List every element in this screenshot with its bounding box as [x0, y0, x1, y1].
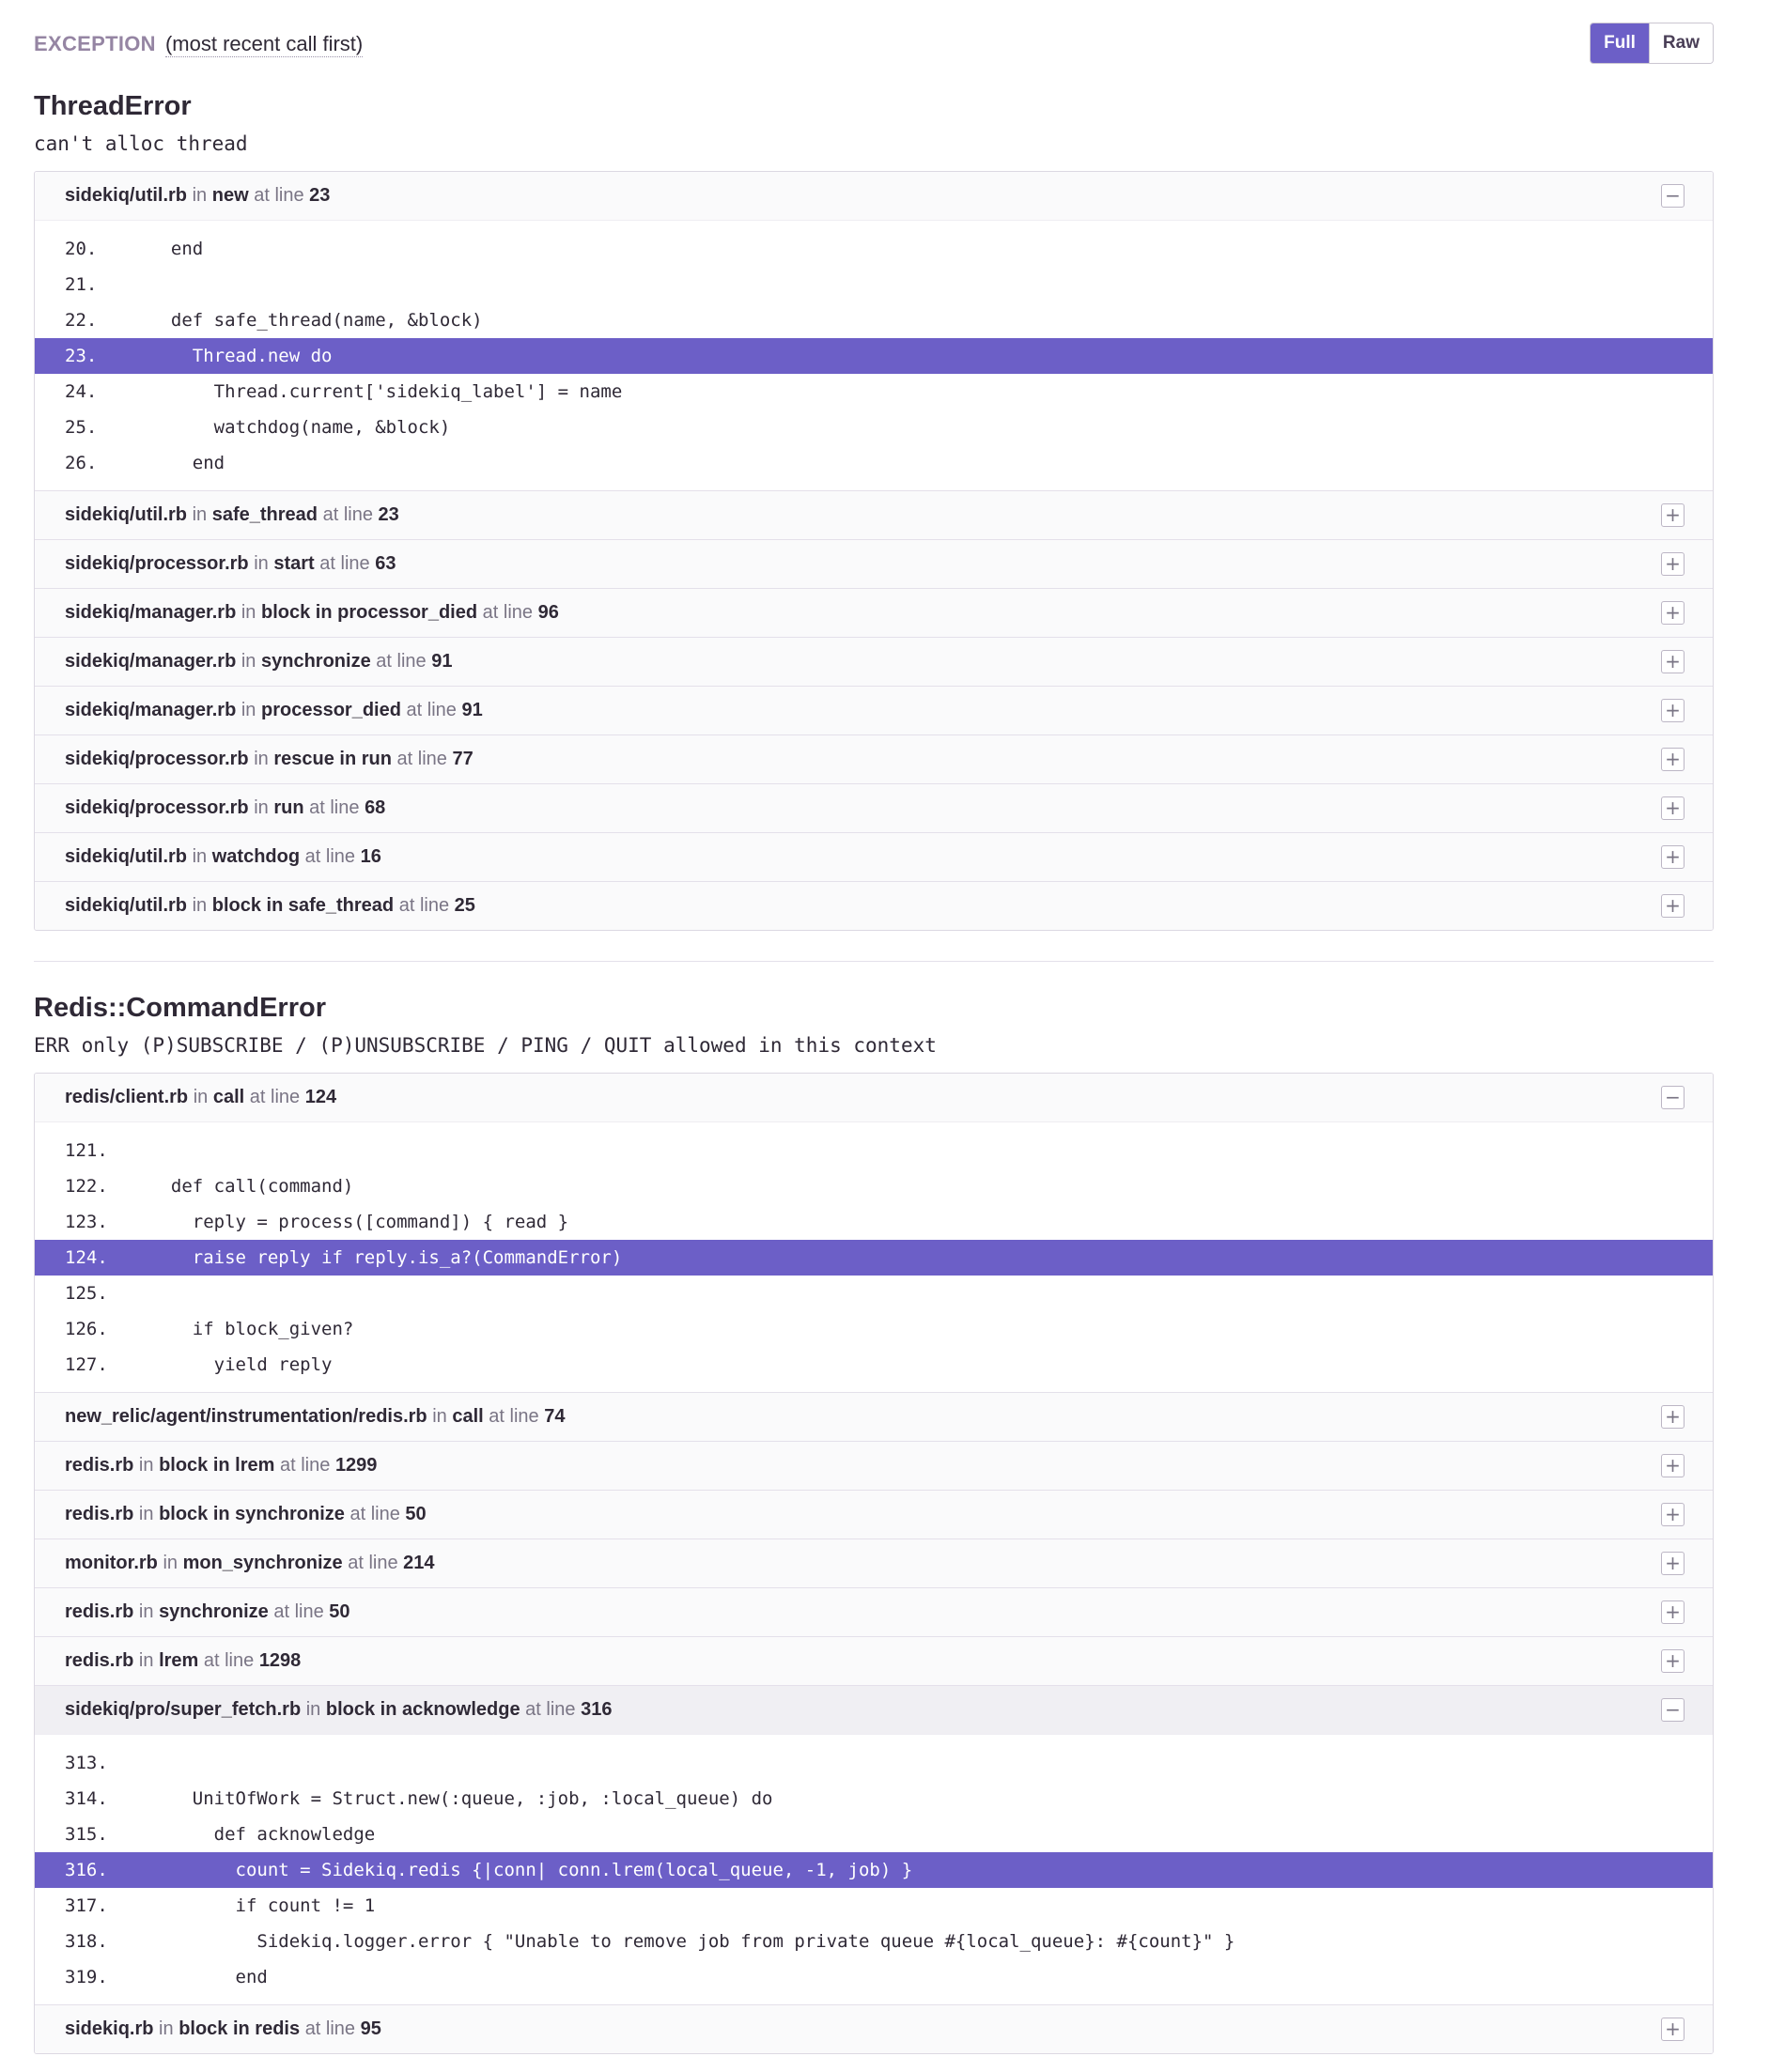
stack-frame: [35, 1392, 1713, 1441]
exception-message: can't alloc thread: [34, 132, 248, 155]
frame-filename: sidekiq/manager.rb: [65, 651, 237, 672]
stack-frame: [35, 1587, 1713, 1636]
frame-in-label: in: [432, 1406, 447, 1427]
exception-type: Redis::CommandError: [34, 993, 326, 1023]
line-source: raise reply if reply.is_a?(CommandError): [149, 1247, 623, 1268]
expand-icon[interactable]: +: [1661, 1454, 1685, 1477]
code-line: [35, 374, 1713, 410]
raw-button[interactable]: Raw: [1649, 23, 1713, 63]
exception-type: ThreadError: [34, 91, 192, 121]
frame-filename: redis/client.rb: [65, 1087, 189, 1107]
exception-separator: [34, 961, 1714, 962]
frame-in-label: in: [138, 1504, 154, 1524]
frame-filename: sidekiq/util.rb: [65, 504, 188, 525]
view-toggle: [1590, 23, 1714, 64]
line-source: end: [149, 453, 225, 473]
code-line: [35, 302, 1713, 338]
line-number: 127.: [65, 1354, 108, 1375]
frame-function: block in synchronize: [159, 1504, 345, 1524]
line-number: 314.: [65, 1788, 108, 1809]
frame-filename: new_relic/agent/instrumentation/redis.rb: [65, 1406, 427, 1427]
frame-filename: sidekiq/processor.rb: [65, 797, 249, 818]
frame-in-label: in: [241, 700, 256, 720]
frame-in-label: in: [159, 2018, 174, 2039]
highlighted-code-line: [35, 1240, 1713, 1276]
stack-frame: [35, 637, 1713, 686]
call-order-label[interactable]: (most recent call first): [164, 32, 364, 55]
line-number: 313.: [65, 1753, 108, 1773]
line-number: 319.: [65, 1967, 108, 1987]
stack-frame: [35, 1441, 1713, 1490]
frame-in-label: in: [163, 1553, 179, 1573]
frame-line-number: 74: [544, 1406, 566, 1427]
code-line: [35, 1781, 1713, 1817]
line-source: if block_given?: [149, 1319, 354, 1339]
frame-function: synchronize: [261, 651, 371, 672]
stack-frame: [35, 832, 1713, 881]
line-number: 123.: [65, 1212, 108, 1232]
line-number: 25.: [65, 417, 98, 438]
frame-in-label: in: [138, 1650, 154, 1671]
frame-filename: sidekiq/util.rb: [65, 185, 188, 206]
line-number: 122.: [65, 1176, 108, 1197]
code-line: [35, 410, 1713, 445]
line-number: 124.: [65, 1247, 108, 1268]
frame-at-line-label: at line: [254, 185, 304, 206]
expand-icon[interactable]: +: [1661, 796, 1685, 820]
frame-in-label: in: [241, 651, 256, 672]
frame-line-number: 63: [375, 553, 396, 574]
frame-function: block in processor_died: [261, 602, 478, 623]
frame-line-number: 16: [360, 846, 381, 867]
frame-line-number: 316: [581, 1699, 613, 1720]
frame-header[interactable]: [35, 1539, 1713, 1587]
stack-frame: [35, 2004, 1713, 2053]
frame-filename: redis.rb: [65, 1504, 134, 1524]
frame-function: block in safe_thread: [211, 895, 395, 916]
stack-frame: [35, 490, 1713, 539]
frame-at-line-label: at line: [249, 1087, 301, 1107]
line-source: [119, 1276, 149, 1311]
frame-in-label: in: [192, 504, 208, 525]
stack-frame: [35, 1685, 1713, 2004]
expand-icon[interactable]: +: [1661, 2018, 1685, 2041]
line-source: [119, 1745, 149, 1781]
frame-filename: sidekiq/pro/super_fetch.rb: [65, 1699, 302, 1720]
frame-in-label: in: [192, 185, 208, 206]
stack-frame: [35, 686, 1713, 734]
frame-header[interactable]: [35, 491, 1713, 539]
frame-header[interactable]: [35, 589, 1713, 637]
frame-in-label: in: [305, 1699, 321, 1720]
frame-function: processor_died: [261, 700, 401, 720]
frame-at-line-label: at line: [304, 2018, 356, 2039]
frame-header[interactable]: [35, 1074, 1713, 1121]
frame-at-line-label: at line: [525, 1699, 576, 1720]
exception-block: [34, 992, 1714, 2054]
line-number: 26.: [65, 453, 98, 473]
code-context: [35, 220, 1713, 490]
line-source: if count != 1: [149, 1895, 376, 1916]
code-context: [35, 1734, 1713, 2004]
frame-line-number: 95: [360, 2018, 381, 2039]
frame-function: safe_thread: [211, 504, 318, 525]
frame-filename: sidekiq/processor.rb: [65, 749, 249, 769]
frame-at-line-label: at line: [273, 1601, 324, 1622]
stack-frame: [35, 734, 1713, 783]
line-source: yield reply: [149, 1354, 333, 1375]
frame-in-label: in: [193, 1087, 209, 1107]
code-line: [35, 1745, 1713, 1781]
frame-function: rescue in run: [273, 749, 392, 769]
stack-frame: [35, 1074, 1713, 1392]
line-source: def call(command): [149, 1176, 354, 1197]
frame-filename: sidekiq/util.rb: [65, 895, 188, 916]
expand-icon[interactable]: +: [1661, 503, 1685, 527]
line-number: 318.: [65, 1931, 108, 1952]
code-line: [35, 1311, 1713, 1347]
frame-at-line-label: at line: [280, 1455, 331, 1476]
code-line: [35, 1959, 1713, 1995]
frame-function: new: [211, 185, 249, 206]
code-context: [35, 1121, 1713, 1392]
line-source: watchdog(name, &block): [149, 417, 451, 438]
frame-header[interactable]: [35, 1393, 1713, 1441]
frame-in-label: in: [192, 895, 208, 916]
line-number: 121.: [65, 1140, 108, 1161]
frame-at-line-label: at line: [489, 1406, 539, 1427]
frame-in-label: in: [254, 749, 269, 769]
frame-at-line-label: at line: [203, 1650, 255, 1671]
frame-line-number: 96: [537, 602, 559, 623]
frame-filename: sidekiq/manager.rb: [65, 700, 237, 720]
frame-filename: redis.rb: [65, 1601, 134, 1622]
expand-icon[interactable]: +: [1661, 1552, 1685, 1575]
frame-function: lrem: [159, 1650, 199, 1671]
line-number: 23.: [65, 346, 98, 366]
frame-at-line-label: at line: [482, 602, 534, 623]
stack-frame: [35, 539, 1713, 588]
frame-at-line-label: at line: [322, 504, 373, 525]
frame-filename: redis.rb: [65, 1455, 134, 1476]
frame-function: block in lrem: [159, 1455, 275, 1476]
code-line: [35, 445, 1713, 481]
frame-filename: monitor.rb: [65, 1553, 158, 1573]
code-line: [35, 1204, 1713, 1240]
stack-frame: [35, 1636, 1713, 1685]
stack-frame: [35, 1490, 1713, 1539]
frame-header[interactable]: [35, 540, 1713, 588]
frame-header[interactable]: [35, 1637, 1713, 1685]
expand-icon[interactable]: +: [1661, 650, 1685, 673]
collapse-icon[interactable]: −: [1661, 1698, 1685, 1722]
line-number: 21.: [65, 274, 98, 295]
frame-in-label: in: [192, 846, 208, 867]
frame-at-line-label: at line: [406, 700, 457, 720]
expand-icon[interactable]: +: [1661, 1600, 1685, 1624]
expand-icon[interactable]: +: [1661, 1405, 1685, 1429]
frame-in-label: in: [254, 553, 269, 574]
frame-header[interactable]: [35, 2005, 1713, 2053]
frame-line-number: 1298: [258, 1650, 302, 1671]
frame-function: start: [273, 553, 315, 574]
frame-header[interactable]: [35, 687, 1713, 734]
frame-line-number: 50: [329, 1601, 350, 1622]
expand-icon[interactable]: +: [1661, 845, 1685, 869]
frame-at-line-label: at line: [309, 797, 360, 818]
expand-icon[interactable]: +: [1661, 699, 1685, 722]
frame-filename: sidekiq/manager.rb: [65, 602, 237, 623]
line-number: 125.: [65, 1283, 108, 1304]
line-source: end: [149, 1967, 268, 1987]
frame-at-line-label: at line: [348, 1553, 398, 1573]
frame-function: block in redis: [179, 2018, 301, 2039]
stack-frame: [35, 783, 1713, 832]
code-line: [35, 1817, 1713, 1852]
expand-icon[interactable]: +: [1661, 1649, 1685, 1673]
line-number: 315.: [65, 1824, 108, 1845]
expand-icon[interactable]: +: [1661, 1503, 1685, 1526]
code-line: [35, 1924, 1713, 1959]
frame-header[interactable]: [35, 1686, 1713, 1734]
frame-function: synchronize: [159, 1601, 269, 1622]
frame-at-line-label: at line: [398, 895, 450, 916]
frame-header[interactable]: [35, 638, 1713, 686]
line-source: Thread.current['sidekiq_label'] = name: [149, 381, 623, 402]
collapse-icon[interactable]: −: [1661, 184, 1685, 208]
line-source: def acknowledge: [149, 1824, 376, 1845]
frame-function: mon_synchronize: [182, 1553, 343, 1573]
frame-line-number: 124: [304, 1087, 337, 1107]
expand-icon[interactable]: +: [1661, 601, 1685, 625]
frame-line-number: 68: [365, 797, 386, 818]
line-number: 126.: [65, 1319, 108, 1339]
line-source: reply = process([command]) { read }: [149, 1212, 569, 1232]
line-source: end: [149, 239, 204, 259]
frame-in-label: in: [138, 1455, 154, 1476]
frame-at-line-label: at line: [304, 846, 356, 867]
frame-filename: sidekiq/util.rb: [65, 846, 188, 867]
line-number: 22.: [65, 310, 98, 331]
frame-function: watchdog: [211, 846, 301, 867]
stack-frame: [35, 172, 1713, 490]
frame-header[interactable]: [35, 735, 1713, 783]
highlighted-code-line: [35, 338, 1713, 374]
line-number: 316.: [65, 1860, 108, 1880]
highlighted-code-line: [35, 1852, 1713, 1888]
frame-header[interactable]: [35, 172, 1713, 220]
header-title: [34, 32, 1736, 56]
line-number: 317.: [65, 1895, 108, 1916]
code-line: [35, 1168, 1713, 1204]
exceptions-list: [34, 90, 1736, 2054]
stack-frame: [35, 881, 1713, 930]
code-line: [35, 1888, 1713, 1924]
frame-at-line-label: at line: [376, 651, 427, 672]
frame-line-number: 214: [403, 1553, 435, 1573]
frame-function: call: [452, 1406, 484, 1427]
frame-header[interactable]: [35, 1442, 1713, 1490]
frame-filename: sidekiq.rb: [65, 2018, 154, 2039]
frame-at-line-label: at line: [319, 553, 370, 574]
frame-function: block in acknowledge: [325, 1699, 520, 1720]
stack-frame: [35, 1539, 1713, 1587]
frame-header[interactable]: [35, 1491, 1713, 1539]
code-line: [35, 267, 1713, 302]
line-source: UnitOfWork = Struct.new(:queue, :job, :local_queue) do: [149, 1788, 773, 1809]
frame-at-line-label: at line: [396, 749, 447, 769]
frame-filename: redis.rb: [65, 1650, 134, 1671]
code-line: [35, 1133, 1713, 1168]
exception-header: [34, 0, 1736, 90]
frame-line-number: 23: [378, 504, 399, 525]
line-source: Thread.new do: [149, 346, 333, 366]
expand-icon[interactable]: +: [1661, 894, 1685, 918]
stack-frame: [35, 588, 1713, 637]
frame-header[interactable]: [35, 882, 1713, 930]
exception-message: ERR only (P)SUBSCRIBE / (P)UNSUBSCRIBE / PING / QUIT allowed in this context: [34, 1034, 937, 1057]
exception-block: [34, 90, 1714, 931]
line-source: [119, 267, 149, 302]
frame-line-number: 23: [309, 185, 331, 206]
frame-filename: sidekiq/processor.rb: [65, 553, 249, 574]
collapse-icon[interactable]: −: [1661, 1086, 1685, 1109]
expand-icon[interactable]: +: [1661, 748, 1685, 771]
frame-header[interactable]: [35, 1588, 1713, 1636]
frame-at-line-label: at line: [349, 1504, 400, 1524]
frame-line-number: 1299: [334, 1455, 378, 1476]
frame-in-label: in: [241, 602, 256, 623]
frame-header[interactable]: [35, 784, 1713, 832]
line-number: 24.: [65, 381, 98, 402]
line-number: 20.: [65, 239, 98, 259]
frame-function: call: [212, 1087, 245, 1107]
line-source: count = Sidekiq.redis {|conn| conn.lrem(local_queue, -1, job) }: [149, 1860, 913, 1880]
exception-label: EXCEPTION: [34, 32, 156, 55]
stack-frames: [34, 1073, 1714, 2054]
frame-line-number: 91: [461, 700, 483, 720]
frame-header[interactable]: [35, 833, 1713, 881]
frame-line-number: 25: [454, 895, 475, 916]
stack-frames: [34, 171, 1714, 931]
line-source: Sidekiq.logger.error { "Unable to remove job from private queue #{local_queue}: #{count}" }: [149, 1931, 1235, 1952]
frame-function: run: [273, 797, 304, 818]
frame-in-label: in: [254, 797, 269, 818]
frame-line-number: 50: [405, 1504, 427, 1524]
frame-in-label: in: [138, 1601, 154, 1622]
line-source: def safe_thread(name, &block): [149, 310, 483, 331]
code-line: [35, 1347, 1713, 1383]
frame-line-number: 77: [452, 749, 474, 769]
line-source: [119, 1133, 149, 1168]
code-line: [35, 231, 1713, 267]
frame-line-number: 91: [431, 651, 453, 672]
full-button[interactable]: Full: [1591, 23, 1649, 63]
expand-icon[interactable]: +: [1661, 552, 1685, 576]
code-line: [35, 1276, 1713, 1311]
